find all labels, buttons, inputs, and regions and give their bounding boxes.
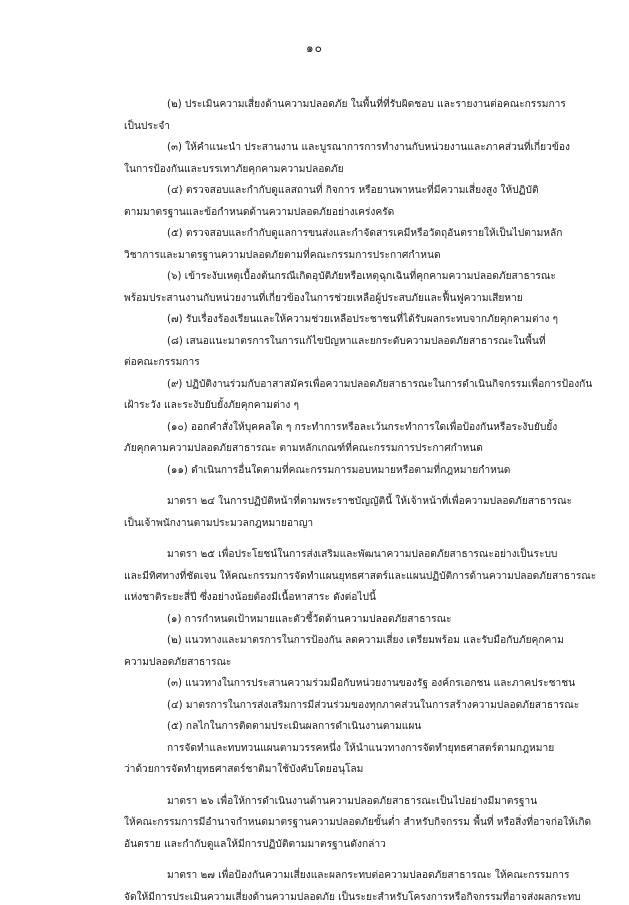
text-line: (๒) แนวทางและมาตรการในการป้องกัน ลดความเสี่ยง เตรียมพร้อม และรับมือกับภัยคุกคาม bbox=[167, 635, 564, 646]
text-line: (๕) กลไกในการติดตามประเมินผลการดำเนินงานตามแผน bbox=[167, 721, 422, 732]
text-line: (๗) รับเรื่องร้องเรียนและให้ความช่วยเหลือประชาชนที่ได้รับผลกระทบจากภัยคุกคามต่าง ๆ bbox=[167, 314, 559, 325]
text-line: (๙) ปฏิบัติงานร่วมกับอาสาสมัครเพื่อความปลอดภัยสาธารณะในการดำเนินกิจกรรมเพื่อการป้องกัน bbox=[167, 378, 593, 390]
text-line: (๔) ตรวจสอบและกำกับดูแลสถานที่ กิจการ หรือยานพาหนะที่มีความเสี่ยงสูง ให้ปฏิบัติ bbox=[167, 185, 539, 196]
text-line: และมีทิศทางที่ชัดเจน ให้คณะกรรมการจัดทำแผนยุทธศาสตร์และแผนปฏิบัติการด้านความปลอดภัยสาธารณะ bbox=[124, 570, 597, 582]
text-line: (๕) ตรวจสอบและกำกับดูแลการขนส่งและกำจัดสารเคมีหรือวัตถุอันตรายให้เป็นไปตามหลัก bbox=[167, 228, 563, 239]
text-line: ความปลอดภัยสาธารณะ bbox=[124, 656, 232, 668]
text-line: ว่าด้วยการจัดทำยุทธศาสตร์ชาติมาใช้บังคับโดยอนุโลม bbox=[124, 764, 364, 775]
section-heading-line: มาตรา ๒๕ เพื่อประโยชน์ในการส่งเสริมและพัฒนาความปลอดภัยสาธารณะอย่างเป็นระบบ bbox=[167, 549, 558, 560]
section-heading-line: มาตรา ๒๗ เพื่อป้องกันความเสี่ยงและผลกระทบต่อความปลอดภัยสาธารณะ ให้คณะกรรมการ bbox=[167, 870, 570, 881]
text-line: (๘) เสนอแนะมาตรการในการแก้ไขปัญหาและยกระดับความปลอดภัยสาธารณะในพื้นที่ bbox=[167, 335, 546, 347]
text-line: (๓) แนวทางในการประสานความร่วมมือกับหน่วยงานของรัฐ องค์กรเอกชน และภาคประชาชน bbox=[167, 678, 576, 689]
text-line: ตามมาตรฐานและข้อกำหนดด้านความปลอดภัยอย่างเคร่งครัด bbox=[124, 206, 395, 218]
text-line: (๑๑) ดำเนินการอื่นใดตามที่คณะกรรมการมอบหมายหรือตามที่กฎหมายกำหนด bbox=[167, 464, 511, 476]
text-line: (๓) ให้คำแนะนำ ประสานงาน และบูรณาการการทำงานกับหน่วยงานและภาคส่วนที่เกี่ยวข้อง bbox=[167, 142, 570, 153]
text-line: จัดให้มีการประเมินความเสี่ยงด้านความปลอดภัย เป็นระยะสำหรับโครงการหรือกิจกรรมที่อาจส่งผลกระทบ bbox=[124, 891, 581, 903]
page-number: ๑๐ bbox=[306, 41, 323, 55]
text-line: (๑๐) ออกคำสั่งให้บุคคลใด ๆ กระทำการหรือละเว้นกระทำการใดเพื่อป้องกันหรือระงับยับยั้ง bbox=[167, 421, 558, 433]
text-line: (๖) เข้าระงับเหตุเบื้องต้นกรณีเกิดอุบัติภัยหรือเหตุฉุกเฉินที่คุกคามความปลอดภัยสาธารณะ bbox=[167, 271, 556, 282]
text-line: เป็นประจำ bbox=[124, 120, 171, 132]
text-line: ให้คณะกรรมการมีอำนาจกำหนดมาตรฐานความปลอดภัยขั้นต่ำ สำหรับกิจกรรม พื้นที่ หรือสิ่งที่อาจก่อให้เกิด bbox=[124, 817, 592, 828]
text-line: วิชาการและมาตรฐานความปลอดภัยตามที่คณะกรรมการประกาศกำหนด bbox=[124, 249, 441, 261]
text-line: ในการป้องกันและบรรเทาภัยคุกคามความปลอดภัย bbox=[124, 163, 344, 175]
text-line: (๑) การกำหนดเป้าหมายและตัวชี้วัดด้านความปลอดภัยสาธารณะ bbox=[167, 613, 452, 625]
text-line: (๒) ประเมินความเสี่ยงด้านความปลอดภัย ในพื้นที่ที่รับผิดชอบ และรายงานต่อคณะกรรมการ bbox=[167, 99, 566, 110]
text-line: แห่งชาติระยะสี่ปี ซึ่งอย่างน้อยต้องมีเนื้อหาสาระ ดังต่อไปนี้ bbox=[124, 592, 376, 603]
text-line: การจัดทำและทบทวนแผนตามวรรคหนึ่ง ให้นำแนวทางการจัดทำยุทธศาสตร์ตามกฎหมาย bbox=[167, 742, 555, 754]
section-heading-line: มาตรา ๒๖ เพื่อให้การดำเนินงานด้านความปลอดภัยสาธารณะเป็นไปอย่างมีมาตรฐาน bbox=[167, 795, 538, 807]
text-line: (๔) มาตรการในการส่งเสริมการมีส่วนร่วมของทุกภาคส่วนในการสร้างความปลอดภัยสาธารณะ bbox=[167, 699, 580, 711]
text-line: อันตราย และกำกับดูแลให้มีการปฏิบัติตามมาตรฐานดังกล่าว bbox=[124, 838, 386, 850]
text-line: เป็นเจ้าพนักงานตามประมวลกฎหมายอาญา bbox=[124, 517, 314, 529]
text-line: เฝ้าระวัง และระงับยับยั้งภัยคุกคามต่าง ๆ bbox=[124, 400, 300, 411]
text-line: พร้อมประสานงานกับหน่วยงานที่เกี่ยวข้องในการช่วยเหลือผู้ประสบภัยและฟื้นฟูความเสียหาย bbox=[124, 292, 523, 304]
text-line: ภัยคุกคามความปลอดภัยสาธารณะ ตามหลักเกณฑ์ที่คณะกรรมการประกาศกำหนด bbox=[124, 443, 483, 454]
section-heading-line: มาตรา ๒๔ ในการปฏิบัติหน้าที่ตามพระราชบัญญัตินี้ ให้เจ้าหน้าที่เพื่อความปลอดภัยสาธารณะ bbox=[167, 496, 573, 507]
text-line: ต่อคณะกรรมการ bbox=[124, 357, 200, 368]
